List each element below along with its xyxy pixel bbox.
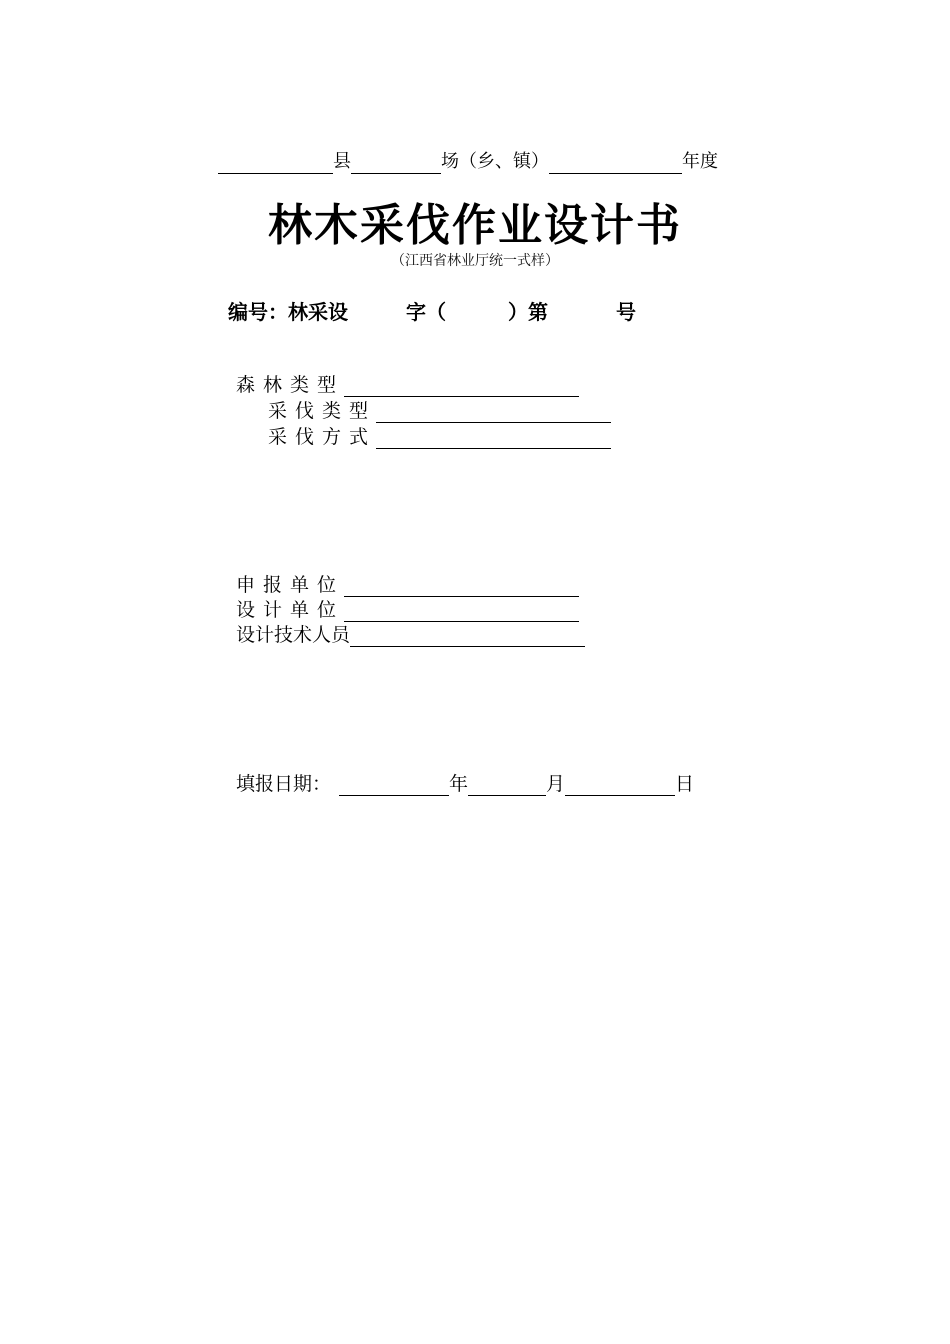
number-prefix: 编号：林采设 — [228, 300, 348, 324]
date-year: 年 — [449, 773, 469, 795]
header-line — [218, 150, 718, 174]
county-suffix: 县 — [333, 151, 351, 172]
design-staff-blank[interactable] — [350, 626, 585, 647]
document-number-line — [228, 298, 636, 326]
forest-type-blank[interactable] — [344, 376, 579, 397]
number-zi: 字（ — [406, 300, 446, 324]
applicant-unit-blank[interactable] — [344, 576, 579, 597]
harvest-method-blank[interactable] — [376, 428, 611, 449]
year-blank[interactable] — [549, 155, 682, 174]
field-applicant-unit — [236, 573, 579, 597]
design-unit-blank[interactable] — [344, 601, 579, 622]
field-label: 森林类型 — [236, 374, 345, 396]
number-hao: 号 — [616, 300, 636, 324]
field-forest-type — [236, 373, 579, 397]
date-month-blank[interactable] — [468, 777, 546, 796]
harvest-type-blank[interactable] — [376, 402, 611, 423]
fill-date-line — [236, 772, 694, 796]
field-design-staff — [236, 623, 585, 647]
field-label: 设计技术人员 — [236, 624, 351, 646]
field-label: 设计单位 — [236, 599, 345, 621]
year-suffix: 年度 — [682, 151, 718, 172]
county-blank[interactable] — [218, 155, 333, 174]
date-day: 日 — [675, 773, 695, 795]
farm-blank[interactable] — [351, 155, 441, 174]
document-title: 林木采伐作业设计书 — [268, 200, 682, 251]
date-month: 月 — [546, 773, 566, 795]
field-label: 申报单位 — [236, 574, 345, 596]
field-design-unit — [236, 598, 579, 622]
date-year-blank[interactable] — [339, 777, 449, 796]
field-label: 采伐类型 — [268, 400, 377, 422]
document-subtitle: （江西省林业厅统一式样） — [391, 253, 559, 269]
field-harvest-method — [268, 425, 611, 449]
number-close: ）第 — [508, 300, 548, 324]
date-label: 填报日期： — [236, 773, 332, 795]
date-day-blank[interactable] — [565, 777, 675, 796]
farm-suffix: 场（乡、镇） — [441, 151, 549, 172]
field-label: 采伐方式 — [268, 426, 377, 448]
field-harvest-type — [268, 399, 611, 423]
